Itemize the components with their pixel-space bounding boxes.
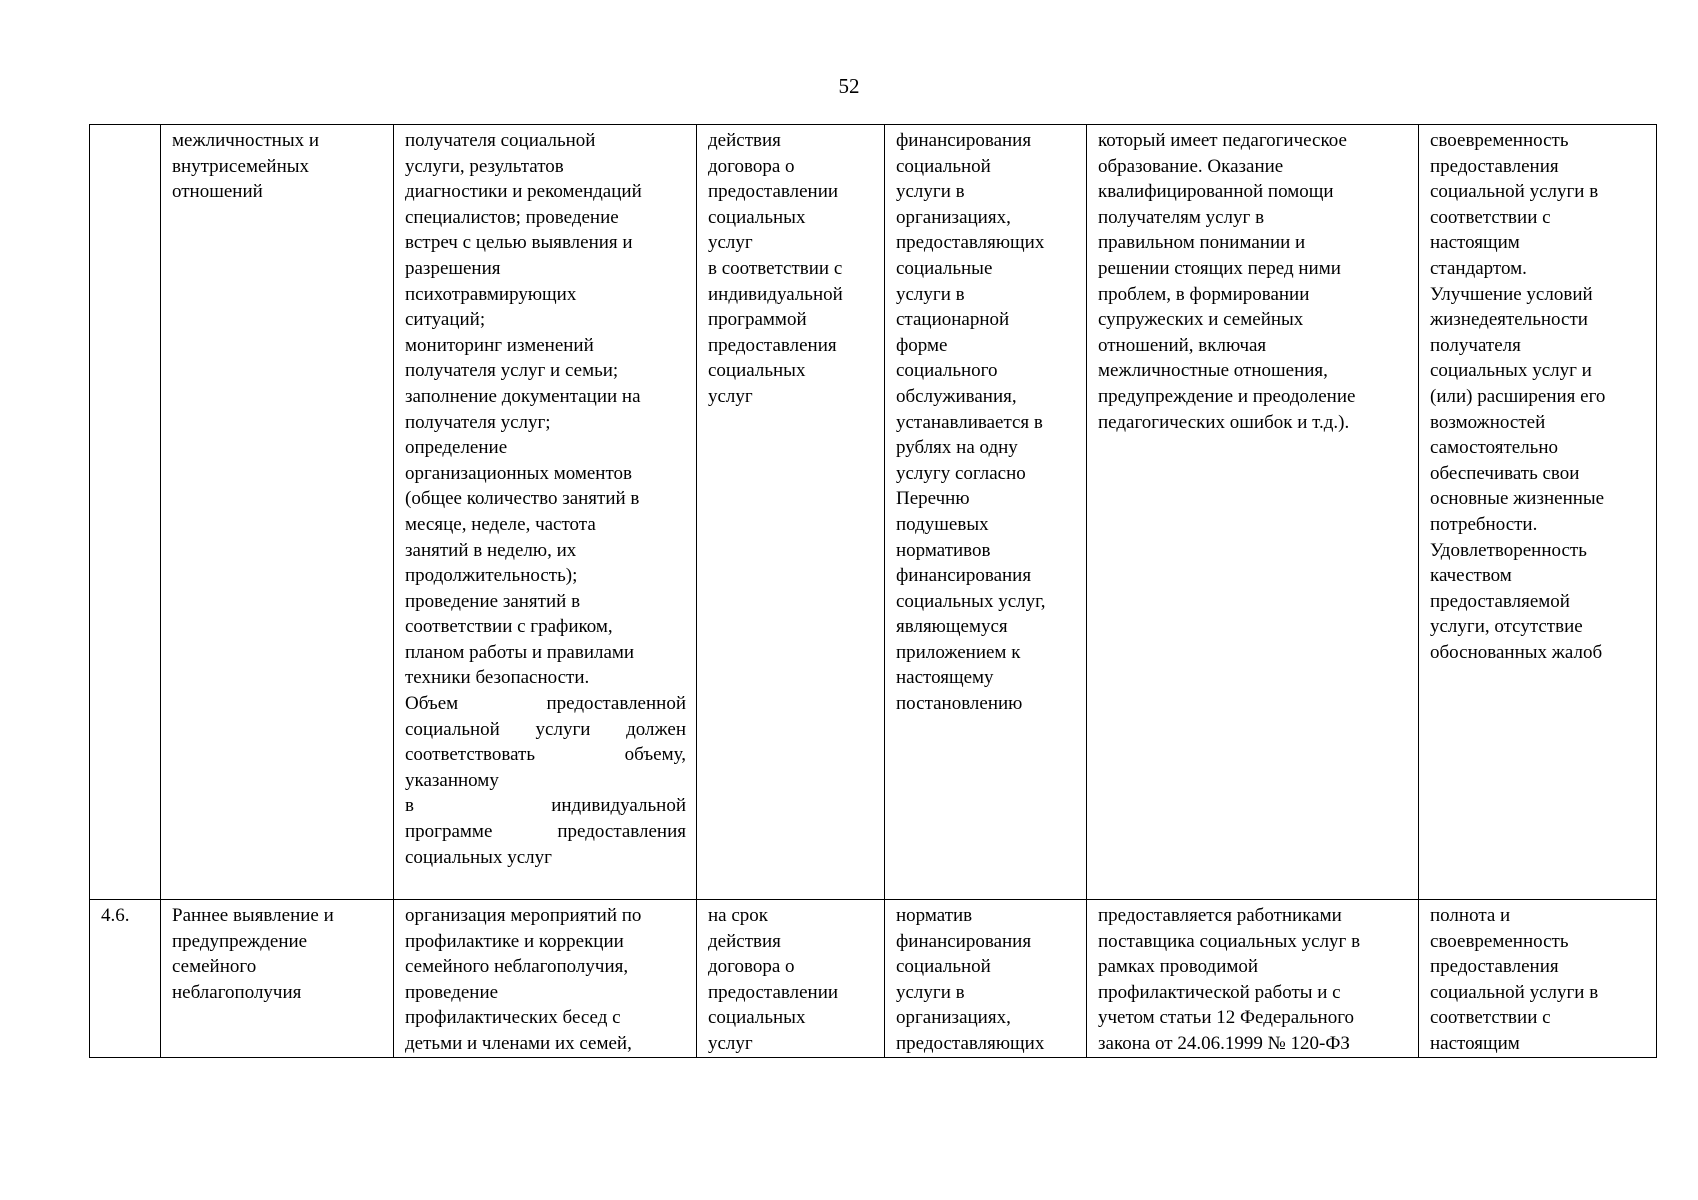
services-table: [89, 124, 1657, 1058]
cell-financing-norm: финансирования социальной услуги в организациях, предоставляющих социальные услуги в стационарной форме социального обслуживания, устанавливается в рублях на одну услугу согласно Перечню подушевых нормативов финансирования социальных услуг, являющемуся приложением к настоящему постановлению: [885, 125, 1087, 900]
cell-service-name: Раннее выявление и предупреждение семейного неблагополучия: [161, 900, 394, 1058]
cell-service-content: [394, 125, 697, 900]
table-row: [90, 125, 1657, 900]
content-text: получателя социальной услуги, результатов диагностики и рекомендаций специалистов; проведение встреч с целью выявления и разрешения психотравмирующих ситуаций; мониторинг изменений получателя услуг и семьи; заполнение документации на получателя услуг; определение организационных моментов (общее количество занятий в месяце, неделе, частота занятий в неделю, их продолжительность); проведение занятий в соответствии с графиком, планом работы и правилами техники безопасности.: [405, 130, 642, 689]
cell-quality-indicators: своевременность предоставления социальной услуги в соответствии с настоящим стандартом. Улучшение условий жизнедеятельности получателя социальных услуг и (или) расширения его возможностей самостоятельно обеспечивать свои основные жизненные потребности. Удовлетворенность качеством предоставляемой услуги, отсутствие обоснованных жалоб: [1419, 125, 1657, 900]
cell-quality-indicators: полнота и своевременность предоставления социальной услуги в соответствии с настоящим: [1419, 900, 1657, 1058]
cell-number: [90, 125, 161, 900]
page-number: 52: [838, 74, 860, 98]
table-row: [90, 900, 1657, 1058]
cell-service-term: на срок действия договора о предоставлении социальных услуг: [697, 900, 885, 1058]
cell-service-name: межличностных и внутрисемейных отношений: [161, 125, 394, 900]
cell-service-conditions: который имеет педагогическое образование. Оказание квалифицированной помощи получателям услуг в правильном понимании и решении стоящих перед ними проблем, в формировании супружеских и семейных отношений, включая межличностные отношения, предупреждение и преодоление педагогических ошибок и т.д.).: [1087, 125, 1419, 900]
cell-service-term: действия договора о предоставлении социальных услуг в соответствии с индивидуальной программой предоставления социальных услуг: [697, 125, 885, 900]
content-justified-line: в индивидуальной: [405, 795, 686, 817]
content-line: социальных услуг: [405, 846, 552, 868]
content-justified-line: Объем предоставленной: [405, 693, 686, 715]
content-justified-line: программе предоставления: [405, 821, 686, 843]
cell-number: 4.6.: [90, 900, 161, 1058]
cell-financing-norm: норматив финансирования социальной услуги в организациях, предоставляющих: [885, 900, 1087, 1058]
cell-service-conditions: предоставляется работниками поставщика социальных услуг в рамках проводимой профилактической работы и с учетом статьи 12 Федерального закона от 24.06.1999 № 120-ФЗ: [1087, 900, 1419, 1058]
content-line: указанному: [405, 769, 499, 791]
content-justified-line: социальной услуги должен: [405, 718, 686, 740]
content-justified-line: соответствовать объему,: [405, 744, 686, 766]
cell-service-content: организация мероприятий по профилактике и коррекции семейного неблагополучия, проведение профилактических бесед с детьми и членами их семей,: [394, 900, 697, 1058]
